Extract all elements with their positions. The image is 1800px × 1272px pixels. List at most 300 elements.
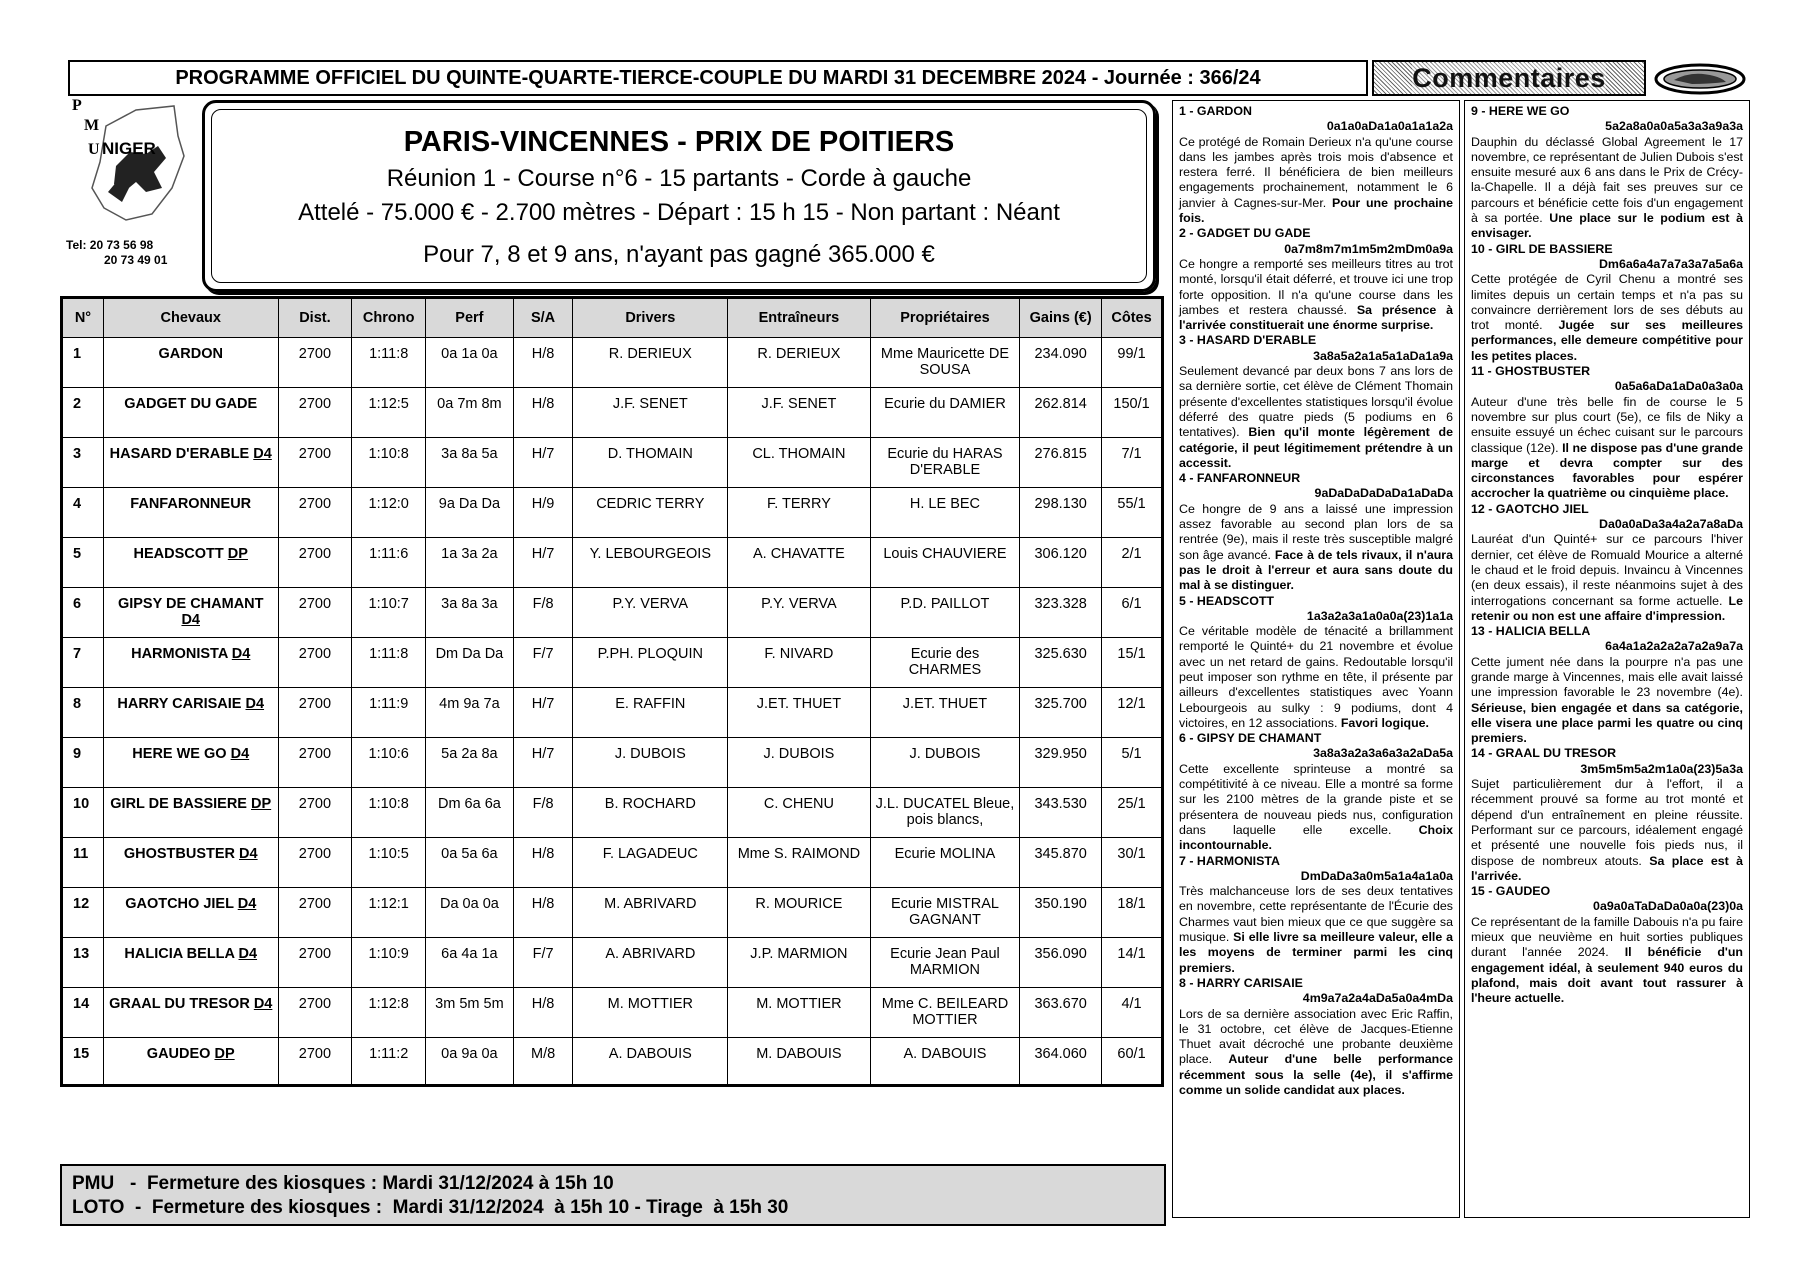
cell-perf: 0a 9a 0a	[426, 1038, 514, 1086]
cell-num: 5	[62, 538, 104, 588]
telephone-block	[66, 238, 167, 268]
comment-body: Lors de sa dernière association avec Eric Raffin, le 31 octobre, cet élève de Jacques-Etienne Thuet avait décroché une probante deuxième place.	[1179, 1006, 1453, 1067]
cell-sa: M/8	[513, 1038, 573, 1086]
cell-dist: 2700	[278, 388, 352, 438]
comment-body: Très malchanceuse lors de ses deux tentatives en novembre, cette représentante de l'Écurie des Charmes vaut bien mieux que ce que suggère sa musique.	[1179, 884, 1453, 945]
cell-perf: 3a 8a 5a	[426, 438, 514, 488]
cell-num: 2	[62, 388, 104, 438]
cell-driver: E. RAFFIN	[573, 688, 728, 738]
cell-cote: 14/1	[1102, 938, 1163, 988]
comments-column-2	[1464, 100, 1750, 1218]
comment-block	[1471, 624, 1743, 746]
table-row	[62, 838, 1163, 888]
cell-sa: H/7	[513, 738, 573, 788]
race-title: PARIS-VINCENNES - PRIX DE POITIERS	[403, 126, 955, 158]
cell-horse	[103, 338, 278, 388]
cell-gains: 298.130	[1020, 488, 1102, 538]
comment-block	[1471, 884, 1743, 1006]
cell-dist: 2700	[278, 438, 352, 488]
comment-title: 3 - HASARD D'ERABLE	[1179, 333, 1317, 348]
col-num: N°	[62, 298, 104, 338]
shoeing-tag: D4	[238, 946, 258, 962]
cell-chrono: 1:10:6	[352, 738, 426, 788]
cell-gains: 364.060	[1020, 1038, 1102, 1086]
cell-driver: M. MOTTIER	[573, 988, 728, 1038]
runners-table	[60, 296, 1164, 1087]
col-trainer: Entraîneurs	[728, 298, 871, 338]
cell-cote: 4/1	[1102, 988, 1163, 1038]
cell-dist: 2700	[278, 1038, 352, 1086]
cell-cote: 7/1	[1102, 438, 1163, 488]
cell-sa: F/8	[513, 788, 573, 838]
table-row	[62, 638, 1163, 688]
table-row	[62, 438, 1163, 488]
cell-sa: F/7	[513, 938, 573, 988]
comment-text	[1471, 135, 1743, 242]
cell-perf: 6a 4a 1a	[426, 938, 514, 988]
cell-sa: H/8	[513, 388, 573, 438]
cell-gains: 363.670	[1020, 988, 1102, 1038]
cell-perf: 0a 1a 0a	[426, 338, 514, 388]
comment-title: 11 - GHOSTBUSTER	[1471, 364, 1591, 379]
comment-body: Ce protégé de Romain Derieux n'a qu'une course dans les jambes après trois mois d'absence et restera ferré. Il bénéficiera de bien meilleurs engagements prochainement, notamment le 6 janvier à Cagnes-sur-Mer.	[1179, 134, 1453, 210]
cell-dist: 2700	[278, 988, 352, 1038]
horse-name: HARMONISTA	[131, 646, 228, 662]
cell-sa: H/8	[513, 838, 573, 888]
cell-horse	[103, 788, 278, 838]
cell-driver: F. LAGADEUC	[573, 838, 728, 888]
cell-num: 11	[62, 838, 104, 888]
cell-chrono: 1:10:9	[352, 938, 426, 988]
cell-sa: H/8	[513, 888, 573, 938]
comment-body: Auteur d'une très belle fin de course le 5 novembre sur plus court (5e), ce fils de Niky a ensuite essuyé un échec cuisant sur le parcours classique (12e).	[1471, 394, 1743, 455]
comment-verdict: Auteur d'une belle performance récemment sous la selle (4e), il s'affirme comme un solide candidat aux places.	[1179, 1052, 1453, 1097]
comment-title: 4 - FANFARONNEUR	[1179, 471, 1301, 486]
cell-owner: Louis CHAUVIERE	[870, 538, 1020, 588]
cell-gains: 325.700	[1020, 688, 1102, 738]
comment-verdict: Face à de tels rivaux, il n'aura pas le droit à l'erreur et aura sans doute du mal à se distinguer.	[1179, 547, 1454, 593]
comment-block	[1179, 854, 1453, 976]
table-row	[62, 988, 1163, 1038]
col-perf: Perf	[426, 298, 514, 338]
table-row	[62, 688, 1163, 738]
horse-name: GIPSY DE CHAMANT	[117, 596, 264, 612]
cell-cote: 18/1	[1102, 888, 1163, 938]
cell-perf: 1a 3a 2a	[426, 538, 514, 588]
horse-name: GADGET DU GADE	[124, 396, 258, 412]
comment-body: Ce représentant de la famille Dabouis n'a pu faire mieux que neuvième en huit sorties publiques durant l'année 2024.	[1471, 914, 1743, 960]
race-info-box	[202, 100, 1156, 292]
comment-title: 15 - GAUDEO	[1471, 884, 1551, 899]
cell-chrono: 1:11:2	[352, 1038, 426, 1086]
comment-perf: 3a8a3a2a3a6a3a2aDa5a	[1313, 746, 1453, 761]
cell-sa: H/8	[513, 338, 573, 388]
comment-text	[1179, 502, 1453, 594]
cell-perf: 3a 8a 3a	[426, 588, 514, 638]
comment-verdict: Jugée sur ses meilleures performances, elle demeure compétitive pour les petites places.	[1471, 318, 1743, 363]
cell-gains: 234.090	[1020, 338, 1102, 388]
comment-text	[1471, 395, 1743, 502]
shoeing-tag: D4	[253, 996, 273, 1012]
pmu-niger-logo	[66, 96, 196, 236]
cell-dist: 2700	[278, 338, 352, 388]
cell-dist: 2700	[278, 588, 352, 638]
comment-perf: 5a2a8a0a0a5a3a3a9a3a	[1605, 119, 1743, 134]
shoeing-tag: DP	[214, 1046, 235, 1062]
table-row	[62, 888, 1163, 938]
race-meeting-line: Réunion 1 - Course n°6 - 15 partants - Corde à gauche	[386, 165, 972, 192]
comment-text	[1471, 655, 1743, 747]
comment-perf: 9aDaDaDaDaDa1aDaDa	[1314, 486, 1453, 501]
comment-title: 9 - HERE WE GO	[1471, 104, 1570, 118]
col-cote: Côtes	[1102, 298, 1163, 338]
cell-trainer: J.F. SENET	[728, 388, 871, 438]
comment-perf: 0a5a6aDa1aDa0a3a0a	[1614, 379, 1743, 394]
cell-gains: 343.530	[1020, 788, 1102, 838]
comment-perf: 1a3a2a3a1a0a0a(23)1a1a	[1306, 608, 1453, 623]
comment-block	[1471, 502, 1743, 624]
cell-dist: 2700	[278, 688, 352, 738]
comment-body: Dauphin du déclassé Global Agreement le 17 novembre, ce représentant de Julien Dubois s'est ensuite mesuré aux 6 ans dans le Prix de Crécy-la-Chapelle. Il a déjà fait ses preuves sur ce parcours et bénéficie cette fois d'un engagement à sa portée.	[1471, 134, 1743, 226]
loto-closing-line: LOTO - Fermeture des kiosques : Mardi 31/12/2024 à 15h 10 - Tirage à 15h 30	[72, 1197, 789, 1218]
race-details-line: Attelé - 75.000 € - 2.700 mètres - Départ : 15 h 15 - Non partant : Néant	[298, 199, 1060, 226]
comment-verdict: Sérieuse, bien engagée et dans sa catégorie, elle visera une place parmi les quatre ou cinq premiers.	[1471, 700, 1743, 746]
col-dist: Dist.	[278, 298, 352, 338]
comment-verdict: Sa place est à l'arrivée.	[1471, 853, 1743, 883]
shoeing-tag: D4	[245, 696, 265, 712]
cell-dist: 2700	[278, 538, 352, 588]
cell-driver: J.F. SENET	[573, 388, 728, 438]
comment-text	[1179, 1007, 1453, 1099]
comment-perf: 3m5m5m5a2m1a0a(23)5a3a	[1580, 761, 1743, 776]
logo-niger-text: NIGER	[102, 139, 156, 158]
cell-chrono: 1:12:0	[352, 488, 426, 538]
shoeing-tag: DP	[251, 796, 272, 812]
comment-body: Cette protégée de Cyril Chenu a montré ses limites depuis un certain temps et n'a pas su convaincre derrièrement lors de ses débuts au trot monté.	[1471, 272, 1743, 333]
shoeing-tag: D4	[231, 646, 251, 662]
cell-owner: Ecurie MOLINA	[870, 838, 1020, 888]
horse-name: FANFARONNEUR	[130, 496, 252, 512]
cell-cote: 5/1	[1102, 738, 1163, 788]
horse-name: GHOSTBUSTER	[123, 846, 236, 862]
cell-driver: D. THOMAIN	[573, 438, 728, 488]
tel-line-2: 20 73 49 01	[104, 253, 168, 267]
col-chrono: Chrono	[352, 298, 426, 338]
cell-trainer: F. TERRY	[728, 488, 871, 538]
cell-horse	[103, 688, 278, 738]
cell-dist: 2700	[278, 738, 352, 788]
race-conditions: Pour 7, 8 et 9 ans, n'ayant pas gagné 365.000 €	[423, 241, 935, 268]
col-sa: S/A	[513, 298, 573, 338]
horse-name: HASARD D'ERABLE	[109, 446, 250, 462]
comment-body: Ce hongre a remporté ses meilleurs titres au trot monté, lorsqu'il était déferré, et trouve ici une trop forte opposition. Il n'a qu'une course dans les jambes et restera chaussé.	[1179, 256, 1453, 317]
cell-gains: 306.120	[1020, 538, 1102, 588]
cell-trainer: Mme S. RAIMOND	[728, 838, 871, 888]
cell-sa: H/7	[513, 538, 573, 588]
shoeing-tag: D4	[230, 746, 250, 762]
comments-label: Commentaires	[1412, 62, 1606, 93]
comment-block	[1471, 746, 1743, 884]
cell-trainer: CL. THOMAIN	[728, 438, 871, 488]
comment-body: Ce véritable modèle de ténacité a brillamment remporté le Quinté+ du 21 novembre et évolue avec un net retard de gains. Redoutable lorsqu'il peut imposer son rythme en tête, il présente par ailleurs d'excellentes statistiques avec Yoann Lebourgeois au sulky : 9 podiums, dont 4 victoires, en 12 associations.	[1179, 624, 1453, 730]
table-row	[62, 338, 1163, 388]
cell-perf: Dm 6a 6a	[426, 788, 514, 838]
comment-perf: 0a9a0aTaDaDa0a0a(23)0a	[1593, 899, 1743, 914]
comment-block	[1179, 333, 1453, 471]
cell-owner: H. LE BEC	[870, 488, 1020, 538]
cell-perf: 9a Da Da	[426, 488, 514, 538]
cell-cote: 150/1	[1102, 388, 1163, 438]
horse-name: GAUDEO	[146, 1046, 211, 1062]
comment-verdict: Le retenir ou non est une affaire d'impression.	[1471, 593, 1743, 623]
cell-trainer: M. DABOUIS	[728, 1038, 871, 1086]
cell-driver: CEDRIC TERRY	[573, 488, 728, 538]
comment-text	[1471, 777, 1743, 884]
comment-verdict: Il ne dispose pas d'une grande marge et devra compter sur des circonstances favorables pour espérer accrocher la quatrième ou cinquième place.	[1471, 440, 1743, 501]
comment-verdict: Favori logique.	[1340, 715, 1429, 730]
cell-num: 3	[62, 438, 104, 488]
cell-gains: 262.814	[1020, 388, 1102, 438]
horse-name: HEADSCOTT	[133, 546, 224, 562]
cell-horse	[103, 538, 278, 588]
comment-title: 13 - HALICIA BELLA	[1471, 624, 1591, 639]
comment-body: Ce hongre de 9 ans a laissé une impression assez favorable au second plan lors de sa rentrée (9e), mais il reste très susceptible malgré son âge avancé.	[1179, 501, 1453, 562]
comment-block	[1179, 731, 1453, 853]
logo-letter-p: P	[72, 97, 82, 114]
table-row	[62, 538, 1163, 588]
horse-name: HALICIA BELLA	[124, 946, 235, 962]
cell-horse	[103, 1038, 278, 1086]
cell-owner: J.L. DUCATEL Bleue, pois blancs,	[870, 788, 1020, 838]
cell-owner: Ecurie des CHARMES	[870, 638, 1020, 688]
comment-title: 6 - GIPSY DE CHAMANT	[1179, 731, 1322, 746]
tel-line-1: Tel: 20 73 56 98	[66, 238, 154, 252]
cell-num: 4	[62, 488, 104, 538]
col-gains: Gains (€)	[1020, 298, 1102, 338]
shoeing-tag: D4	[239, 846, 258, 862]
cell-dist: 2700	[278, 888, 352, 938]
cell-trainer: J.ET. THUET	[728, 688, 871, 738]
table-row	[62, 738, 1163, 788]
cell-chrono: 1:11:8	[352, 338, 426, 388]
cell-cote: 60/1	[1102, 1038, 1163, 1086]
comment-perf: 4m9a7a2a4aDa5a0a4mDa	[1302, 991, 1453, 1006]
comment-verdict: Choix incontournable.	[1179, 822, 1453, 853]
comment-perf: Dm6a6a4a7a7a3a7a5a6a	[1598, 256, 1743, 271]
horse-name: GRAAL DU TRESOR	[109, 996, 250, 1012]
cell-cote: 15/1	[1102, 638, 1163, 688]
comment-block	[1179, 471, 1453, 593]
comment-block	[1179, 976, 1453, 1098]
col-horse: Chevaux	[103, 298, 278, 338]
table-row	[62, 488, 1163, 538]
cell-cote: 25/1	[1102, 788, 1163, 838]
table-row	[62, 788, 1163, 838]
cell-gains: 325.630	[1020, 638, 1102, 688]
cell-chrono: 1:10:8	[352, 438, 426, 488]
cell-trainer: C. CHENU	[728, 788, 871, 838]
horse-name: HERE WE GO	[132, 746, 227, 762]
comment-perf: 0a1a0aDa1a0a1a1a2a	[1326, 119, 1453, 134]
cell-driver: R. DERIEUX	[573, 338, 728, 388]
shoeing-tag: D4	[253, 446, 272, 462]
cell-cote: 2/1	[1102, 538, 1163, 588]
cell-perf: 3m 5m 5m	[426, 988, 514, 1038]
cell-chrono: 1:12:5	[352, 388, 426, 438]
comment-text	[1179, 135, 1453, 227]
col-owner: Propriétaires	[870, 298, 1020, 338]
comment-text	[1471, 532, 1743, 624]
comment-block	[1179, 226, 1453, 333]
cell-chrono: 1:10:5	[352, 838, 426, 888]
cell-horse	[103, 588, 278, 638]
cell-chrono: 1:12:1	[352, 888, 426, 938]
cell-cote: 55/1	[1102, 488, 1163, 538]
closing-times-box	[60, 1164, 1166, 1226]
shoeing-tag: D4	[237, 896, 257, 912]
comment-perf: Da0a0aDa3a4a2a7a8aDa	[1599, 517, 1743, 532]
cell-chrono: 1:11:9	[352, 688, 426, 738]
cell-dist: 2700	[278, 788, 352, 838]
pmu-closing-line: PMU - Fermeture des kiosques : Mardi 31/12/2024 à 15h 10	[72, 1173, 614, 1194]
comment-block	[1471, 104, 1743, 242]
cell-num: 10	[62, 788, 104, 838]
cell-gains: 276.815	[1020, 438, 1102, 488]
cell-horse	[103, 388, 278, 438]
cell-horse	[103, 838, 278, 888]
cell-perf: 0a 7m 8m	[426, 388, 514, 438]
comment-perf: 3a8a5a2a1a5a1aDa1a9a	[1313, 348, 1453, 363]
horse-name: HARRY CARISAIE	[117, 696, 242, 712]
col-driver: Drivers	[573, 298, 728, 338]
comment-text	[1179, 762, 1453, 854]
cell-sa: F/7	[513, 638, 573, 688]
cell-trainer: P.Y. VERVA	[728, 588, 871, 638]
comment-body: Seulement devancé par deux bons 7 ans lors de sa dernière sortie, cet élève de Clément Thomain présente d'excellentes statistiques lorsqu'il évolue déferré des quatre pieds (5 podiums en 6 tentatives).	[1179, 364, 1453, 440]
cell-cote: 99/1	[1102, 338, 1163, 388]
cell-cote: 6/1	[1102, 588, 1163, 638]
comment-perf: DmDaDa3a0m5a1a4a1a0a	[1300, 868, 1453, 883]
cell-sa: F/8	[513, 588, 573, 638]
comment-title: 2 - GADGET DU GADE	[1179, 226, 1311, 241]
comment-perf: 6a4a1a2a2a2a7a2a9a7a	[1605, 639, 1743, 654]
table-row	[62, 938, 1163, 988]
comment-perf: 0a7m8m7m1m5m2mDm0a9a	[1284, 241, 1453, 256]
cell-horse	[103, 738, 278, 788]
table-header-row	[62, 298, 1163, 338]
comment-body: Cette excellente sprinteuse a montré sa compétitivité à ce niveau. Elle a montré sa forme sur les 2100 mètres de la grande piste et se présentera de nouveau pieds nus, configuration dans laquelle elle excelle.	[1179, 761, 1453, 837]
cell-num: 8	[62, 688, 104, 738]
comment-title: 8 - HARRY CARISAIE	[1179, 975, 1303, 990]
cell-owner: Ecurie MISTRAL GAGNANT	[870, 888, 1020, 938]
cell-trainer: A. CHAVATTE	[728, 538, 871, 588]
comment-title: 10 - GIRL DE BASSIERE	[1471, 241, 1613, 256]
cell-horse	[103, 488, 278, 538]
comment-body: Cette jument née dans la pourpre n'a pas une grande marge à Vincennes, mais elle avait laissé une impression favorable le 23 novembre (4e).	[1471, 654, 1743, 700]
comment-body: Sujet particulièrement dur à l'effort, il a récemment prouvé sa forme au trot monté et dépend d'un entraînement en pleine réussite. Performant sur ce parcours, idéalement engagé et présenté une nouvelle fois pieds nus, il dispose de nombreux atouts.	[1471, 777, 1743, 868]
cell-driver: A. ABRIVARD	[573, 938, 728, 988]
logo-letter-u: U	[88, 141, 100, 158]
comment-verdict: Il bénéficie d'un engagement idéal, à seulement 940 euros du plafond, mais doit avant tout rassurer à l'heure actuelle.	[1471, 945, 1743, 1006]
cell-perf: 5a 2a 8a	[426, 738, 514, 788]
comment-title: 7 - HARMONISTA	[1179, 853, 1280, 868]
cell-dist: 2700	[278, 488, 352, 538]
comment-block	[1179, 104, 1453, 226]
cell-perf: Dm Da Da	[426, 638, 514, 688]
cell-gains: 356.090	[1020, 938, 1102, 988]
table-row	[62, 388, 1163, 438]
cell-chrono: 1:12:8	[352, 988, 426, 1038]
cell-gains: 350.190	[1020, 888, 1102, 938]
cell-num: 15	[62, 1038, 104, 1086]
programme-title: PROGRAMME OFFICIEL DU QUINTE-QUARTE-TIERCE-COUPLE DU MARDI 31 DECEMBRE 2024 - Journée : 366/24	[68, 60, 1368, 96]
cell-driver: B. ROCHARD	[573, 788, 728, 838]
cell-cote: 30/1	[1102, 838, 1163, 888]
cell-owner: Ecurie du DAMIER	[870, 388, 1020, 438]
cell-sa: H/8	[513, 988, 573, 1038]
comment-title: 12 - GAOTCHO JIEL	[1471, 501, 1589, 516]
comment-block	[1179, 594, 1453, 732]
cell-horse	[103, 888, 278, 938]
comment-title: 1 - GARDON	[1179, 104, 1252, 118]
comment-body: Lauréat d'un Quinté+ sur ce parcours l'hiver dernier, cet élève de Romuald Mourice a alterné le chaud et le froid depuis. Invaincu à Vincennes (en deux essais), il reste néanmoins sujet à des interrogations concernant sa forme actuelle.	[1471, 532, 1743, 608]
cell-chrono: 1:10:7	[352, 588, 426, 638]
cell-gains: 329.950	[1020, 738, 1102, 788]
comment-verdict: Pour une prochaine fois.	[1179, 195, 1453, 226]
cell-owner: Ecurie Jean Paul MARMION	[870, 938, 1020, 988]
shoeing-tag: D4	[181, 612, 200, 628]
cell-driver: P.PH. PLOQUIN	[573, 638, 728, 688]
cell-trainer: M. MOTTIER	[728, 988, 871, 1038]
comment-text	[1179, 257, 1453, 333]
horse-name: GAOTCHO JIEL	[125, 896, 234, 912]
oval-logo-icon	[1652, 62, 1748, 96]
comment-verdict: Sa présence à l'arrivée constituerait une énorme surprise.	[1179, 302, 1453, 333]
comment-text	[1471, 272, 1743, 364]
cell-trainer: R. MOURICE	[728, 888, 871, 938]
cell-sa: H/9	[513, 488, 573, 538]
comment-title: 14 - GRAAL DU TRESOR	[1471, 746, 1617, 761]
horse-name: GIRL DE BASSIERE	[110, 796, 247, 812]
comment-text	[1179, 364, 1453, 471]
comment-verdict: Si elle livre sa meilleure valeur, elle a les moyens de terminer parmi les cinq premiers.	[1179, 930, 1453, 975]
cell-gains: 323.328	[1020, 588, 1102, 638]
cell-num: 1	[62, 338, 104, 388]
cell-chrono: 1:11:6	[352, 538, 426, 588]
cell-driver: P.Y. VERVA	[573, 588, 728, 638]
comment-text	[1179, 884, 1453, 976]
cell-num: 9	[62, 738, 104, 788]
comment-verdict: Bien qu'il monte légèrement de catégorie, il peut légitimement prétendre à un accessit.	[1179, 425, 1453, 470]
cell-num: 13	[62, 938, 104, 988]
shoeing-tag: DP	[227, 546, 248, 562]
horse-name: GARDON	[158, 346, 223, 362]
cell-perf: 4m 9a 7a	[426, 688, 514, 738]
cell-trainer: F. NIVARD	[728, 638, 871, 688]
comment-title: 5 - HEADSCOTT	[1179, 593, 1274, 608]
cell-num: 7	[62, 638, 104, 688]
cell-chrono: 1:10:8	[352, 788, 426, 838]
cell-driver: Y. LEBOURGEOIS	[573, 538, 728, 588]
cell-sa: H/7	[513, 688, 573, 738]
cell-dist: 2700	[278, 638, 352, 688]
cell-num: 6	[62, 588, 104, 638]
cell-dist: 2700	[278, 838, 352, 888]
comment-block	[1471, 364, 1743, 502]
cell-owner: Ecurie du HARAS D'ERABLE	[870, 438, 1020, 488]
comment-text	[1179, 624, 1453, 731]
cell-driver: M. ABRIVARD	[573, 888, 728, 938]
